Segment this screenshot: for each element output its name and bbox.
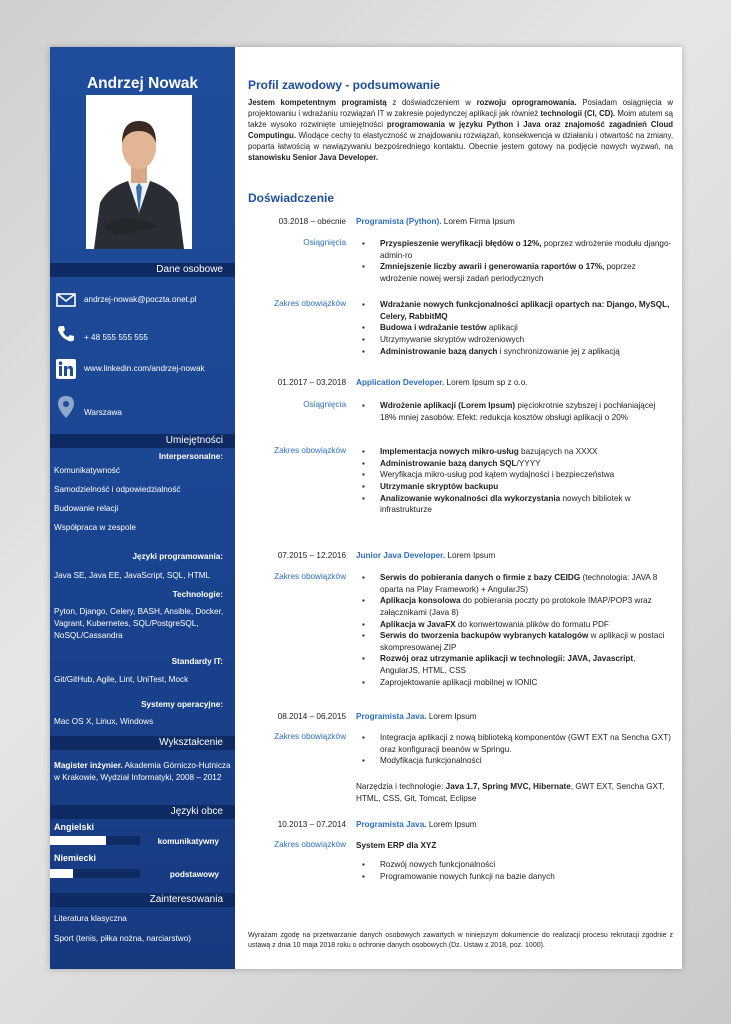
job-date: 03.2018 – obecnie — [278, 217, 346, 226]
contact-email — [56, 290, 231, 314]
job-title — [356, 820, 673, 829]
email-text: andrzej-nowak@poczta.onet.pl — [84, 295, 197, 304]
prog-heading: Języki programowania: — [132, 552, 223, 561]
list-item: ▪ Weryfikacja mikro-usług pod kątem wydajności i bezpieczeństwa — [356, 469, 673, 481]
language-level-bar — [50, 869, 140, 878]
job-date: 10.2013 – 07.2014 — [277, 820, 346, 829]
list-item: ▪ Utrzymywanie skryptów wdrożeniowych — [356, 334, 673, 346]
interest-item: Literatura klasyczna — [54, 914, 127, 923]
gdpr-clause: Wyrażam zgodę na przetwarzanie danych osobowych zawartych w niniejszym dokumencie do realizacji procesu rekrutacji zgodnie z ustawą z dnia 10 maja 2018 roku o ochronie danych osobowych (Dz. Ustaw z 2018, poz. 1000). — [248, 932, 673, 950]
list-item: ▪ Implementacja nowych mikro-usług bazujących na XXXX — [356, 446, 673, 458]
language-level-fill — [50, 869, 73, 878]
skill-item: Komunikatywność — [54, 466, 120, 475]
education-detail: Akademia Górniczo-Hutnicza w Krakowie, Wydział Informatyki, 2008 – 2012 — [54, 761, 231, 782]
job-date: 01.2017 – 03.2018 — [277, 378, 346, 387]
city-text: Warszawa — [84, 408, 122, 417]
list-item: ▪ Serwis do pobierania danych o firmie z bazy CEIDG (technologia: JAVA 8 oparta na Play Framework) + AngularJS) — [356, 572, 673, 595]
location-pin-icon — [56, 395, 76, 419]
list-item: ▪ Budowa i wdrażanie testów aplikacji — [356, 322, 673, 334]
system-name: System ERP dla XYZ — [356, 841, 437, 850]
language-level: podstawowy — [169, 870, 219, 879]
duties-label: Zakres obowiązków — [274, 446, 346, 455]
job-title — [356, 378, 673, 387]
achievements-label: Osiągnięcia — [303, 400, 346, 409]
section-personal: Dane osobowe — [50, 263, 235, 277]
standards-heading: Standardy IT: — [171, 657, 223, 666]
list-item: ▪ Wdrażanie nowych funkcjonalności aplikacji opartych na: Django, MySQL, Celery, RabbitMQ — [356, 299, 673, 322]
list-item: ▪ Przyspieszenie weryfikacji błędów o 12%, poprzez wdrożenie modułu django-admin-ro — [356, 238, 673, 261]
job-title — [356, 551, 673, 560]
duties-label: Zakres obowiązków — [274, 572, 346, 581]
language-level-bar — [50, 836, 140, 845]
sidebar — [50, 47, 235, 969]
skill-item: Współpraca w zespole — [54, 523, 136, 532]
skill-item: Budowanie relacji — [54, 504, 119, 513]
duties-label: Zakres obowiązków — [274, 299, 346, 308]
interest-item: Sport (tenis, piłka nożna, narciarstwo) — [54, 934, 191, 943]
achievements-list — [356, 238, 673, 285]
tech-text: Pyton, Django, Celery, BASH, Ansible, Docker, Vagrant, Kubernetes, SQL/PostgreSQL, NoSQL/Cassandra — [54, 607, 224, 640]
contact-phone — [56, 324, 231, 348]
language-name: Niemiecki — [54, 853, 97, 863]
duties-list — [356, 299, 673, 357]
duties-label: Zakres obowiązków — [274, 840, 346, 849]
prog-text: Java SE, Java EE, JavaScript, SQL, HTML — [54, 571, 211, 580]
list-item: ▪ Rozwój oraz utrzymanie aplikacji w technologii: JAVA, Javascript, AngularJS, HTML, CSS — [356, 653, 673, 676]
job-position: Programista Java. — [356, 712, 427, 721]
interpersonal-heading: Interpersonalne: — [158, 452, 223, 461]
job-company: Lorem Firma Ipsum — [441, 217, 515, 226]
experience-heading: Doświadczenie — [248, 191, 335, 205]
list-item: ▪ Aplikacja konsolowa do pobierania poczty po protokole IMAP/POP3 wraz załącznikami (Java 8) — [356, 595, 673, 618]
list-item: ▪ Modyfikacja funkcjonalności — [356, 755, 673, 767]
job-date: 07.2015 – 12.2016 — [277, 551, 346, 560]
list-item: ▪ Serwis do tworzenia backupów wybranych katalogów w aplikacji w postaci skompresowanej ZIP — [356, 630, 673, 653]
list-item: ▪ Rozwój nowych funkcjonalności — [356, 859, 673, 871]
degree-text: Magister inżynier. — [54, 761, 123, 770]
list-item: ▪ Analizowanie wykonalności dla wykorzystania nowych bibliotek w infrastrukturze — [356, 493, 673, 516]
list-item: ▪ Aplikacja w JavaFX do konwertowania plików do formatu PDF — [356, 619, 673, 631]
achievements-list — [356, 400, 673, 423]
standards-text: Git/GitHub, Agile, Lint, UniTest, Mock — [54, 675, 189, 684]
phone-text: + 48 555 555 555 — [84, 333, 148, 342]
duties-list — [356, 446, 673, 516]
duties-list — [356, 572, 673, 688]
job-company: Lorem Ipsum — [426, 712, 477, 721]
job-company: Lorem Ipsum — [426, 820, 477, 829]
os-heading: Systemy operacyjne: — [141, 700, 223, 709]
job-company: Lorem Ipsum — [445, 551, 496, 560]
job-position: Application Developer. — [356, 378, 445, 387]
person-name: Andrzej Nowak — [86, 75, 199, 92]
job-title — [356, 217, 673, 226]
phone-icon — [56, 324, 76, 344]
profile-heading: Profil zawodowy - podsumowanie — [248, 78, 441, 92]
section-education: Wykształcenie — [50, 736, 235, 750]
job-position: Junior Java Developer. — [356, 551, 446, 560]
profile-photo — [86, 95, 192, 249]
contact-linkedin — [56, 359, 231, 383]
education-text — [54, 760, 232, 784]
section-interests: Zainteresowania — [50, 893, 235, 907]
cv-page — [50, 47, 682, 969]
job-position: Programista Java. — [356, 820, 427, 829]
skill-item: Samodzielność i odpowiedzialność — [54, 485, 181, 494]
linkedin-text: www.linkedin.com/andrzej-nowak — [84, 364, 205, 373]
list-item: ▪ Zaprojektowanie aplikacji mobilnej w IONIC — [356, 677, 673, 689]
job-title — [356, 712, 673, 721]
profile-summary: Jestem kompetentnym programistą z doświadczeniem w rozwoju oprogramowania. Posiadam osiągnięcia w projektowaniu i wdrażaniu rozwiązań IT w zakresie pojedynczej aplikacji jak również technologii (CI, CD). Moim atutem są także wysoko rozwinięte umiejętności programowania w języku Python i Java oraz znajomość zagadnień Cloud Computingu. Wiodące cechy to elastyczność w znajdowaniu rozwiązań, konsekwencja w działaniu i otwartość na zmiany, poparta łatwością w nawiązywaniu bezpośredniego kontaktu. Obecnie jestem gotowy na podjęcie nowych wyzwań, na stanowisku Senior Java Developer. — [248, 98, 673, 163]
language-level: komunikatywny — [157, 837, 219, 846]
job-company: Lorem Ipsum sp z o.o. — [444, 378, 528, 387]
duties-label: Zakres obowiązków — [274, 732, 346, 741]
list-item: ▪ Integracja aplikacji z nową biblioteką komponentów (GWT EXT na Sencha GXT) oraz konfiguracji beanów w Springu. — [356, 732, 673, 755]
job-position: Programista (Python). — [356, 217, 442, 226]
section-skills: Umiejętności — [50, 434, 235, 448]
envelope-icon — [56, 290, 76, 310]
list-item: ▪ Administrowanie bazą danych i synchronizowanie jej z aplikacją — [356, 346, 673, 358]
job-date: 08.2014 – 06.2015 — [277, 712, 346, 721]
duties-list — [356, 859, 673, 882]
list-item: ▪ Programowanie nowych funkcji na bazie danych — [356, 871, 673, 883]
list-item: ▪ Administrowanie bazą danych SQL/YYYY — [356, 458, 673, 470]
os-text: Mac OS X, Linux, Windows — [54, 717, 154, 726]
list-item: ▪ Utrzymanie skryptów backupu — [356, 481, 673, 493]
contact-city — [56, 395, 231, 419]
language-level-fill — [50, 836, 106, 845]
language-name: Angielski — [54, 822, 95, 832]
achievements-label: Osiągnięcia — [303, 238, 346, 247]
tools-text: Narzędzia i technologie: Java 1.7, Spring MVC, Hibernate, GWT EXT, Sencha GXT, HTML, CSS, Git, Tomcat, Eclipse — [356, 782, 665, 803]
duties-list — [356, 732, 673, 767]
list-item: ▪ Zmniejszenie liczby awarii i generowania raportów o 17%, poprzez wdrożenie nowej wersji zadań periodycznych — [356, 261, 673, 284]
list-item: ▪ Wdrożenie aplikacji (Lorem Ipsum) pięciokrotnie szybszej i pochłaniającej 18% mniej zasobów. Efekt: redukcja kosztów obsługi aplikacji o 20% — [356, 400, 673, 423]
tech-heading: Technologie: — [172, 590, 223, 599]
linkedin-icon — [56, 359, 76, 379]
section-languages: Języki obce — [50, 805, 235, 819]
